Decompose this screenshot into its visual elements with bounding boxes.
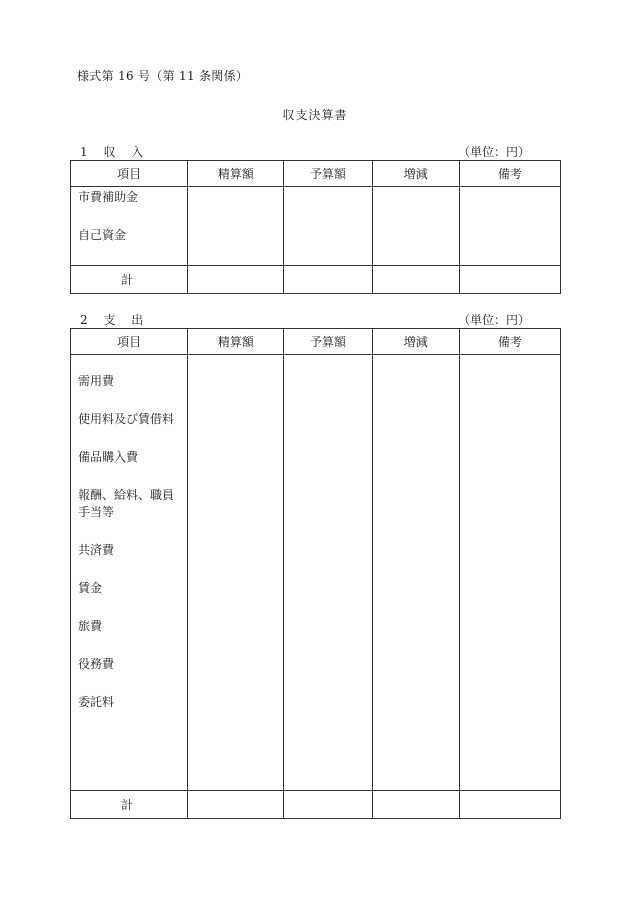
expense-header-row xyxy=(71,329,561,355)
income-total-budget xyxy=(284,266,372,294)
col-header-settled: 精算額 xyxy=(188,329,284,355)
income-header-row xyxy=(71,161,561,187)
col-header-remarks: 備考 xyxy=(459,329,560,355)
income-unit-label: （単位：円） xyxy=(457,145,530,159)
expense-remarks-cell xyxy=(459,355,560,791)
col-header-change: 増減 xyxy=(372,161,459,187)
col-header-remarks: 備考 xyxy=(459,161,560,187)
line-item: 共済費 xyxy=(78,543,115,557)
income-items-row xyxy=(71,187,561,266)
expense-items-row xyxy=(71,355,561,791)
col-header-item: 項目 xyxy=(71,329,188,355)
income-settled-cell xyxy=(188,187,284,266)
line-item: 市費補助金 xyxy=(78,190,139,204)
income-item-list xyxy=(71,187,187,244)
col-header-budget: 予算額 xyxy=(284,329,372,355)
line-item: 旅費 xyxy=(78,619,103,633)
expense-settled-cell xyxy=(188,355,284,791)
line-item: 備品購入費 xyxy=(78,450,139,464)
document-title: 収支決算書 xyxy=(282,108,348,122)
income-table xyxy=(70,160,561,294)
expense-total-change xyxy=(372,791,459,819)
income-total-row xyxy=(71,266,561,294)
line-item: 賃金 xyxy=(78,581,103,595)
col-header-item: 項目 xyxy=(71,161,188,187)
col-header-budget: 予算額 xyxy=(284,161,372,187)
expense-total-row xyxy=(71,791,561,819)
expense-section-header xyxy=(72,311,560,327)
line-item: 報酬、給料、職員手当等 xyxy=(78,488,175,519)
income-total-label: 計 xyxy=(71,266,188,294)
col-header-change: 増減 xyxy=(372,329,459,355)
expense-total-settled xyxy=(188,791,284,819)
expense-total-remarks xyxy=(459,791,560,819)
line-item: 自己資金 xyxy=(78,228,127,242)
line-item: 役務費 xyxy=(78,657,115,671)
form-number: 様式第 16 号（第 11 条関係） xyxy=(77,69,249,83)
income-items-cell xyxy=(71,187,188,266)
income-total-remarks xyxy=(459,266,560,294)
expense-change-cell xyxy=(372,355,459,791)
income-remarks-cell xyxy=(459,187,560,266)
income-heading: 1 収 入 xyxy=(80,145,144,159)
expense-total-budget xyxy=(284,791,372,819)
expense-heading: 2 支 出 xyxy=(80,313,144,327)
income-section-header xyxy=(72,143,560,159)
expense-unit-label: （単位：円） xyxy=(457,313,530,327)
line-item: 使用料及び賃借料 xyxy=(78,412,175,426)
line-item: 委託料 xyxy=(78,695,115,709)
income-total-change xyxy=(372,266,459,294)
expense-items-cell xyxy=(71,355,188,791)
income-total-settled xyxy=(188,266,284,294)
expense-total-label: 計 xyxy=(71,791,188,819)
income-budget-cell xyxy=(284,187,372,266)
line-item: 需用費 xyxy=(78,374,115,388)
col-header-settled: 精算額 xyxy=(188,161,284,187)
expense-table xyxy=(70,328,561,819)
expense-item-list xyxy=(71,355,187,711)
income-change-cell xyxy=(372,187,459,266)
expense-budget-cell xyxy=(284,355,372,791)
